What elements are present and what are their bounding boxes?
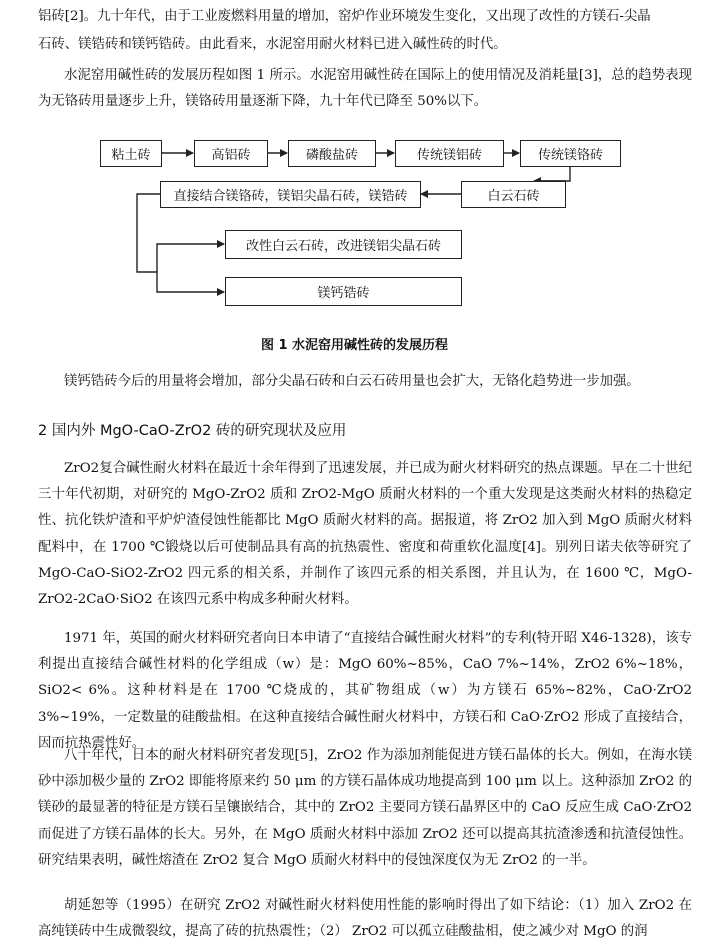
body-paragraph-2: 1971 年，英国的耐火材料研究者向日本申请了“直接结合碱性耐火材料”的专利(特开昭 X46-1328)，该专利提出直接结合碱性材料的化学组成（w）是：MgO 60%~85%，CaO 7%~14%，ZrO2 6%~18%，SiO2< 6%。这种材料是在 1700 ℃烧成的，其矿物组成（w）为方镁石 65%~82%，CaO·ZrO2 3%~19%，一定数量的硅酸盐相。在这种直接结合碱性耐火材料中，方镁石和 CaO·ZrO2 形成了直接结合，因而抗热震性好。 — [38, 631, 692, 751]
clay-brick-box: 粘土砖 — [100, 140, 162, 167]
traditional-mag-alumina-brick-box: 传统镁铝砖 — [395, 140, 504, 167]
direct-bonded-brick-box: 直接结合镁铬砖，镁铝尖晶石砖，镁锆砖 — [160, 181, 421, 208]
body-paragraph-4: 胡延恕等（1995）在研究 ZrO2 对碱性耐火材料使用性能的影响时得出了如下结论：（1）加入 ZrO2 在高纯镁砖中生成微裂纹，提高了砖的抗热震性；（2） ZrO2 可以孤立硅酸盐相，使之减少对 MgO 的润 — [38, 898, 692, 940]
intro-line-1: 铝砖[2]。九十年代，由于工业废燃料用量的增加，窑炉作业环境发生变化，又出现了改性的方镁石-尖晶 — [38, 9, 651, 24]
traditional-mag-chrome-brick-box: 传统镁铬砖 — [520, 140, 621, 167]
section-heading: 2 国内外 MgO-CaO-ZrO2 砖的研究现状及应用 — [38, 423, 347, 439]
phosphate-brick-box: 磷酸盐砖 — [288, 140, 376, 167]
development-flow-diagram — [0, 0, 709, 330]
dolomite-brick-box: 白云石砖 — [461, 181, 566, 208]
modified-dolomite-spinel-box: 改性白云石砖，改进镁铝尖晶石砖 — [225, 230, 462, 259]
intro-line-2: 石砖、镁锆砖和镁钙锆砖。由此看来，水泥窑用耐火材料已进入碱性砖的时代。 — [38, 37, 507, 52]
intro-paragraph-2: 水泥窑用碱性砖的发展历程如图 1 所示。水泥窑用碱性砖在国际上的使用情况及消耗量[3]，总的趋势表现为无铬砖用量逐步上升，镁铬砖用量逐渐下降，九十年代已降至 50%以下。 — [38, 68, 692, 110]
after-figure-paragraph: 镁钙锆砖今后的用量将会增加，部分尖晶石砖和白云石砖用量也会扩大，无铬化趋势进一步加强。 — [64, 374, 640, 389]
body-paragraph-3: 八十年代，日本的耐火材料研究者发现[5]，ZrO2 作为添加剂能促进方镁石晶体的长大。例如，在海水镁砂中添加极少量的 ZrO2 即能将原来约 50 μm 的方镁石晶体成功地提高到 100 μm 以上。这种添加 ZrO2 的镁砂的最显著的特征是方镁石呈镶嵌结合，其中的 ZrO2 主要同方镁石晶界区中的 CaO 反应生成 CaO·ZrO2 而促进了方镁石晶体的长大。另外，在 MgO 质耐火材料中添加 ZrO2 还可以提高其抗渣渗透和抗渣侵蚀性。研究结果表明，碱性熔渣在 ZrO2 复合 MgO 质耐火材料中的侵蚀深度仅为无 ZrO2 的一半。 — [38, 748, 692, 868]
body-paragraph-1: ZrO2复合碱性耐火材料在最近十余年得到了迅速发展，并已成为耐火材料研究的热点课题。早在二十世纪三十年代初期，对研究的 MgO-ZrO2 质和 ZrO2-MgO 质耐火材料的一个重大发现是这类耐火材料的热稳定性、抗化铁炉渣和平炉炉渣侵蚀性能都比 MgO 质耐火材料的高。据报道，将 ZrO2 加入到 MgO 质耐火材料配料中，在 1700 ℃锻烧以后可使制品具有高的抗热震性、密度和荷重软化温度[4]。别列日诺夫依等研究了 MgO-CaO-SiO2-ZrO2 四元系的相关系，并制作了该四元系的相关系图，并且认为，在 1600 ℃，MgO-ZrO2-2CaO·SiO2 在该四元系中构成多种耐火材料。 — [38, 461, 692, 608]
mag-calcium-zirconia-brick-box: 镁钙锆砖 — [225, 277, 462, 306]
high-alumina-brick-box: 高铝砖 — [194, 140, 268, 167]
figure-caption: 图 1 水泥窑用碱性砖的发展历程 — [260, 338, 449, 353]
